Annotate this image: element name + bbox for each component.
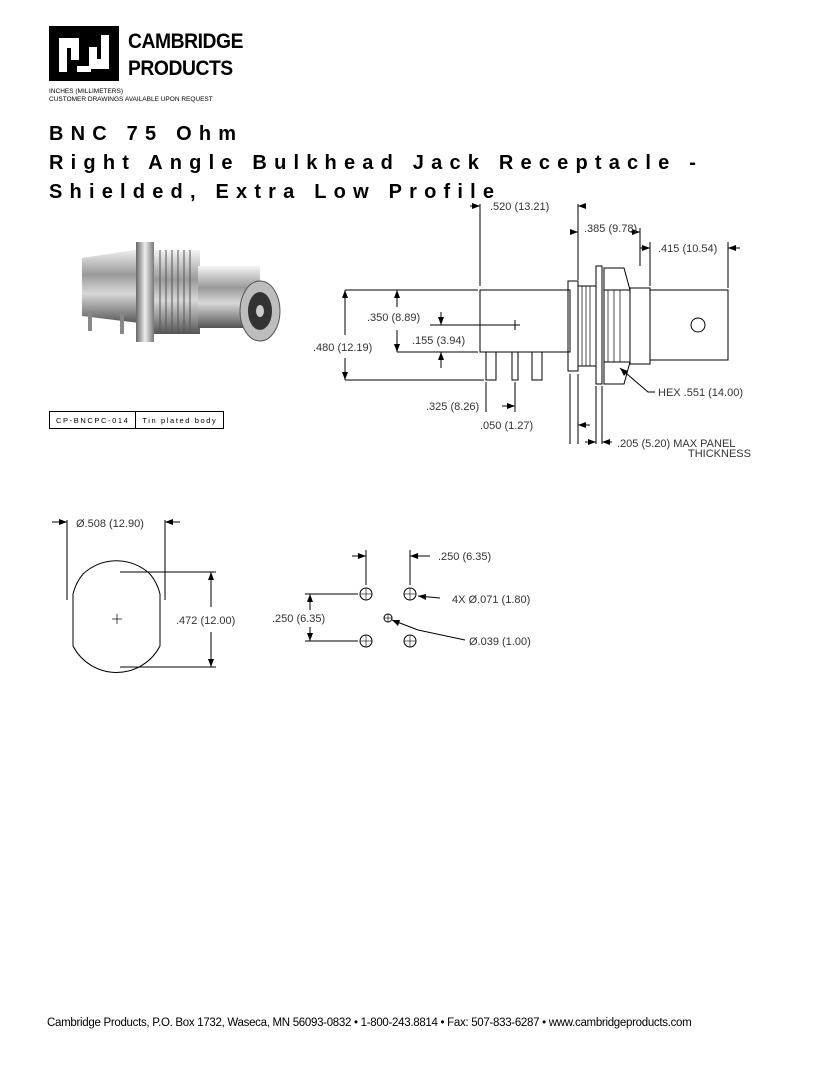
title-line-2: Right Angle Bulkhead Jack Receptacle - xyxy=(49,152,704,174)
dim-350: .350 (8.89) xyxy=(367,312,421,324)
dim-508: Ø.508 (12.90) xyxy=(76,518,144,530)
footer-contact: Cambridge Products, P.O. Box 1732, Waseca, MN 56093-0832 • 1-800-243.8814 • Fax: 507-833-6287 • www.cambridgeproducts.com xyxy=(47,1017,692,1029)
brand-name-line1: CAMBRIDGE xyxy=(128,30,243,53)
dim-050: .050 (1.27) xyxy=(480,420,534,432)
dim-hex: HEX .551 (14.00) xyxy=(658,387,743,399)
dim-039: Ø.039 (1.00) xyxy=(469,636,531,648)
dim-480: .480 (12.19) xyxy=(313,342,373,354)
dim-155: .155 (3.94) xyxy=(412,335,466,347)
dim-415: .415 (10.54) xyxy=(658,243,718,255)
dim-071: 4X Ø.071 (1.80) xyxy=(452,594,531,606)
dim-panel-line1: .205 (5.20) MAX PANEL xyxy=(617,438,736,450)
dim-panel-line2: THICKNESS xyxy=(688,448,751,460)
title-line-1: BNC 75 Ohm xyxy=(49,123,244,145)
dim-325: .325 (8.26) xyxy=(426,401,480,413)
title-line-3: Shielded, Extra Low Profile xyxy=(49,181,502,203)
part-description: Tin plated body xyxy=(136,412,224,429)
request-note: CUSTOMER DRAWINGS AVAILABLE UPON REQUEST xyxy=(49,96,213,103)
dim-385: .385 (9.78) xyxy=(584,223,638,235)
units-note: INCHES (MILLIMETERS) xyxy=(49,88,124,95)
dim-250-vertical: .250 (6.35) xyxy=(272,613,326,625)
brand-name-line2: PRODUCTS xyxy=(128,57,233,80)
dim-472: .472 (12.00) xyxy=(176,615,236,627)
dim-520: .520 (13.21) xyxy=(490,201,550,213)
part-number: CP-BNCPC-014 xyxy=(50,412,136,429)
dim-250-horizontal: .250 (6.35) xyxy=(438,551,492,563)
